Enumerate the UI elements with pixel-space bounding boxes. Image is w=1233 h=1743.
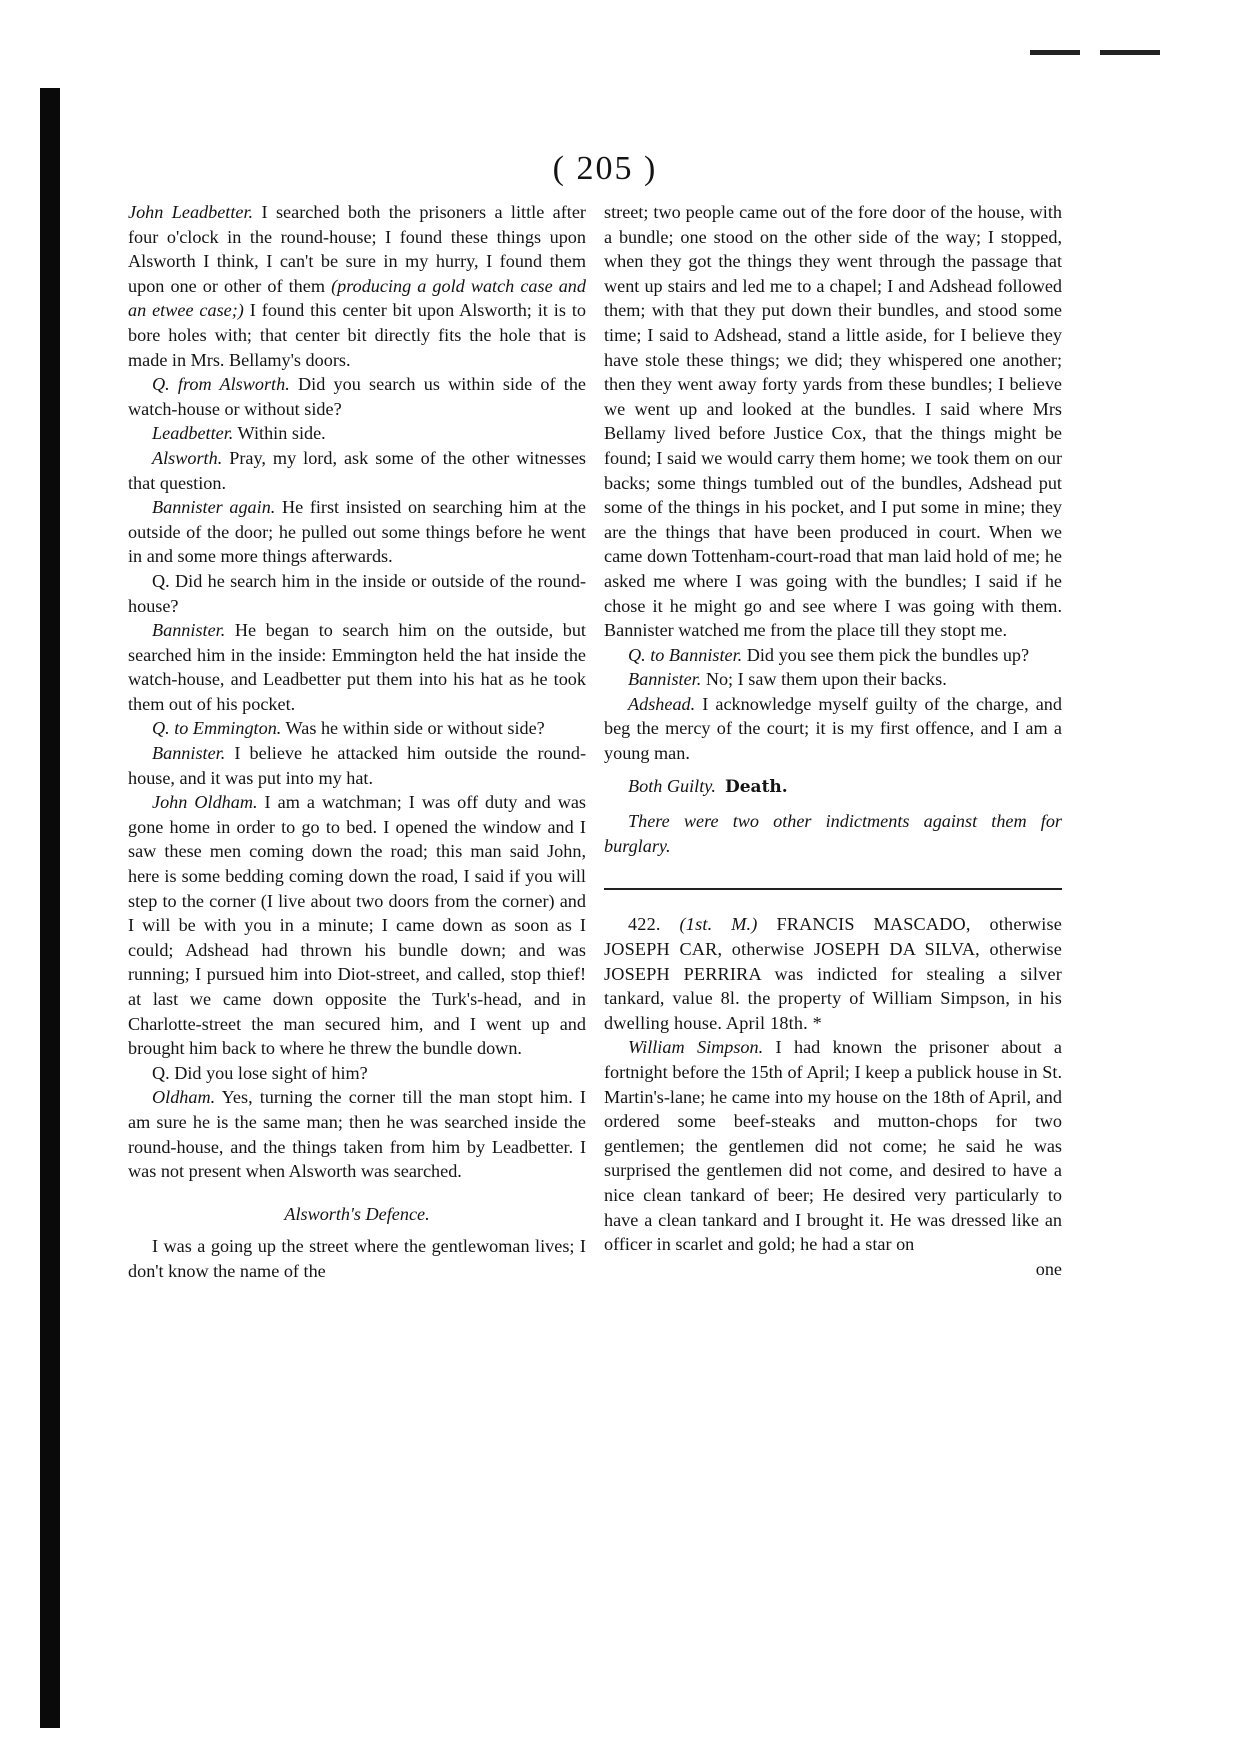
verdict: [604, 774, 1062, 800]
speaker: Leadbetter.: [152, 423, 234, 444]
paragraph-text: I found this center bit upon Alsworth; it is to bore holes with; that center bit directly fits the hole that is made in Mrs. Bellamy's doors.: [128, 300, 586, 370]
paragraph-text: Yes, turning the corner till the man stopt him. I am sure he is the same man; then he was searched inside the round-house, and the things taken from him by Leadbetter. I was not present when Alsworth was searched.: [128, 1087, 586, 1182]
paragraph-text: Pray, my lord, ask some of the other witnesses that question.: [128, 447, 586, 493]
speaker: Q. from Alsworth.: [152, 374, 290, 395]
speaker: Bannister.: [628, 669, 702, 690]
speaker: Bannister.: [152, 743, 226, 764]
case-session: (1st. M.): [679, 914, 758, 935]
paragraph: [128, 200, 586, 372]
indictment-note: There were two other indictments against them for burglary.: [604, 811, 1062, 856]
paragraph: [604, 643, 1062, 668]
paragraph: [128, 741, 586, 790]
paragraph: [604, 667, 1062, 692]
speaker: Q. to Bannister.: [628, 644, 743, 665]
page-number: ( 205 ): [552, 150, 658, 187]
scan-mark: [1100, 50, 1160, 55]
speaker: John Oldham.: [152, 792, 258, 813]
defence-heading: Alsworth's Defence.: [284, 1203, 430, 1224]
paragraph: [128, 618, 586, 716]
paragraph-text: I am a watchman; I was off duty and was gone home in order to go to bed. I opened the window and I saw these men coming down the road; this man said John, here is some bedding coming down the road, I said if you will step to the corner (I live about two doors from the corner) and I will be with you in a minute; I came down as soon as I could; Adshead had thrown his bundle down; and was running; I pursued him into Diot-street, and called, stop thief! at last we came down opposite the Turk's-head, and in Charlotte-street the man secured him, and I went up and brought him back to where he threw the bundle down.: [128, 792, 586, 1059]
paragraph: [128, 446, 586, 495]
paragraph: [128, 1061, 586, 1086]
catchword: one: [1035, 1258, 1062, 1279]
paragraph-text: I believe he attacked him outside the round-house, and it was put into my hat.: [128, 743, 586, 788]
scan-edge: [40, 88, 60, 1728]
speaker: John Leadbetter.: [128, 202, 254, 222]
right-column: [604, 200, 1062, 1281]
left-column: [128, 200, 586, 1284]
speaker: Q.: [152, 1062, 170, 1083]
paragraph-text: Did you see them pick the bundles up?: [742, 644, 1030, 665]
paragraph: [604, 1035, 1062, 1256]
paragraph-text: Was he within side or without side?: [281, 718, 545, 739]
speaker: Oldham.: [152, 1087, 216, 1108]
speaker: Q.: [152, 570, 170, 591]
paragraph-text: No; I saw them upon their backs.: [701, 669, 947, 690]
paragraph-text: Did he search him in the inside or outside of the round-house?: [128, 570, 586, 616]
paragraph-text: I had known the prisoner about a fortnight before the 15th of April; I keep a publick house in St. Martin's-lane; he came into my house on the 18th of April, and ordered some beef-steaks and mutton-chops for two gentlemen; the gentlemen did not come; he said he was surprised the gentlemen did not come, and desired to have a nice clean tankard of beer; He desired very particularly to have a clean tankard and I brought it. He was dressed like an officer in scarlet and gold; he had a star on: [604, 1037, 1063, 1255]
defence-text: I was a going up the street where the gentlewoman lives; I don't know the name of the: [128, 1236, 586, 1281]
paragraph-text: He first insisted on searching him at the outside of the door; he pulled out some things before he went in and some more things afterwards.: [128, 497, 587, 567]
speaker: William Simpson.: [628, 1037, 764, 1058]
verdict-label: Both Guilty.: [628, 775, 716, 796]
paragraph: [128, 569, 586, 618]
paragraph: [604, 692, 1062, 766]
scan-mark: [1030, 50, 1080, 55]
speaker: Adshead.: [628, 693, 696, 714]
speaker: Bannister again.: [152, 497, 276, 518]
paragraph: [128, 716, 586, 741]
speaker: Bannister.: [152, 620, 226, 641]
paragraph: [128, 1085, 586, 1183]
paragraph-text: street; two people came out of the fore door of the house, with a bundle; one stood on the other side of the way; I stopped, when they got the things they went through the passage that went up stairs and led me to a chapel; I and Adshead followed them; with that they put down their bundles, and stood some time; I said to Adshead, stand a little aside, for I believe they have stole these things; we did; they whispered one another; then they went away forty yards from these bundles; I believe we went up and looked at the bundles. I said where Mrs Bellamy lived before Justice Cox, that the things might be found; I said we would carry them home; we took them on our backs; some things tumbled out of the bundles, Adshead put some of the things in his pocket, and I put some in mine; they are the things that have been produced in court. When we came down Tottenham-court-road that man laid hold of me; he asked me where I was going with the bundles; I said if he chose it he might go and see where I was going with them. Bannister watched me from the place till they stopt me.: [604, 202, 1062, 641]
paragraph: [128, 421, 586, 446]
paragraph-text: I acknowledge myself guilty of the charge, and beg the mercy of the court; it is my first offence, and I am a young man.: [604, 693, 1062, 764]
paragraph-text: Did you lose sight of him?: [169, 1062, 368, 1083]
stage-direction: (producing a gold watch case and an etwee case;): [128, 275, 586, 321]
paragraph-text: He began to search him on the outside, but searched him in the inside: Emmington held the hat inside the watch-house, and Leadbetter put them into his hat as he took them out of his pocket.: [128, 620, 586, 714]
paragraph: [128, 495, 586, 569]
paragraph-text: Did you search us within side of the watch-house or without side?: [128, 374, 587, 419]
paragraph-text: I searched both the prisoners a little after four o'clock in the round-house; I found these things upon Alsworth I think, I can't be sure in my hurry, I found them upon one or other of them: [128, 202, 586, 296]
paragraph-text: Within side.: [233, 423, 326, 444]
verdict-sentence: Death.: [725, 776, 788, 797]
speaker: Q. to Emmington.: [152, 718, 282, 739]
speaker: Alsworth.: [152, 447, 223, 468]
section-divider: [604, 888, 1062, 890]
paragraph: [128, 372, 586, 421]
paragraph: [604, 200, 1062, 643]
case-heading-text: FRANCIS MASCADO, otherwise JOSEPH CAR, otherwise JOSEPH DA SILVA, otherwise JOSEPH PERRIRA was indicted for stealing a silver tankard, value 8l. the property of William Simpson, in his dwelling house. April 18th. *: [604, 914, 1063, 1033]
paragraph: [128, 790, 586, 1061]
case-heading: [604, 912, 1062, 1035]
case-number: 422.: [628, 914, 661, 935]
